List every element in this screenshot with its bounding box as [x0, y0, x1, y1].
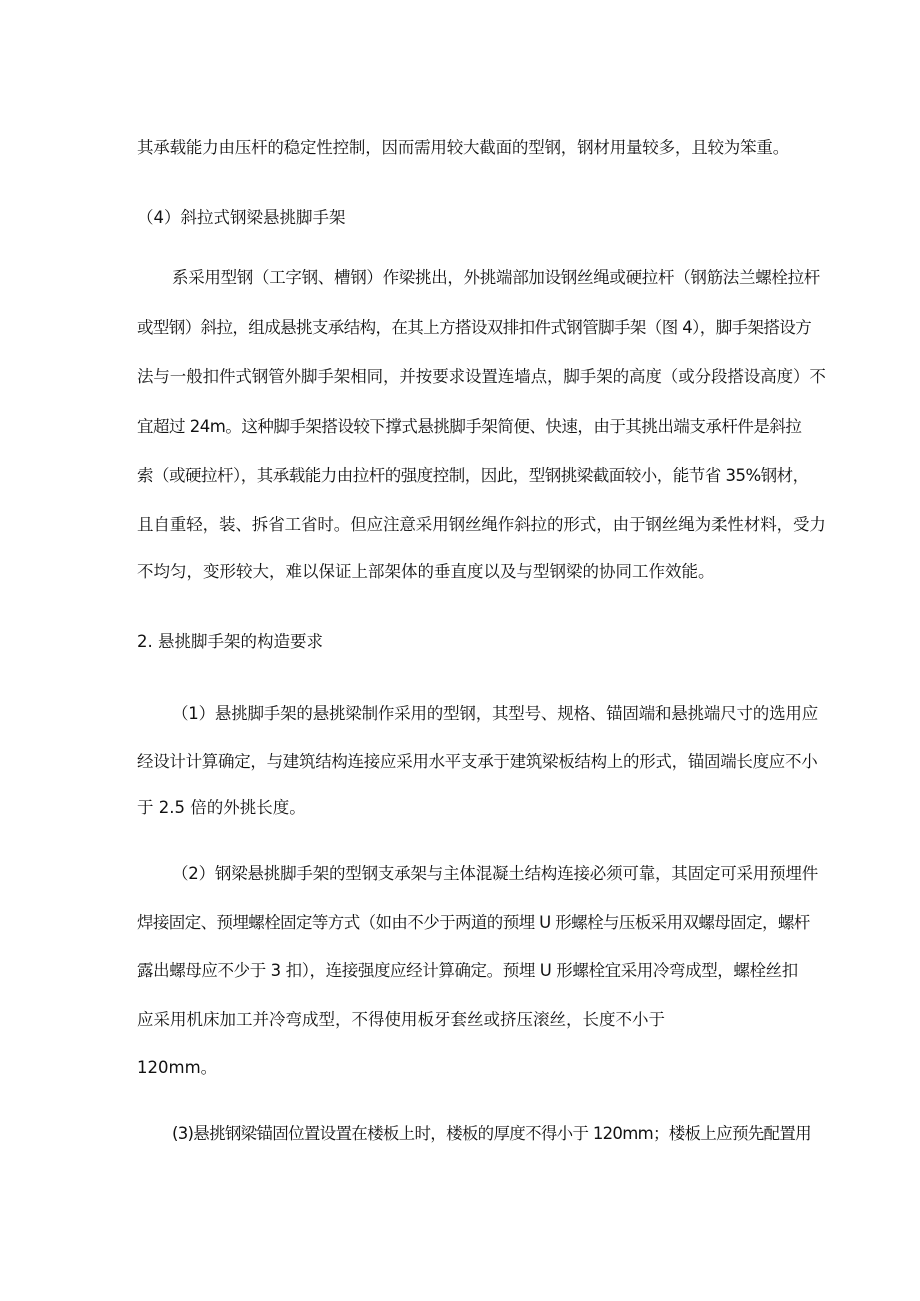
text-line: （2）钢梁悬挑脚手架的型钢支承架与主体混凝土结构连接必须可靠，其固定可采用预埋件 — [172, 864, 818, 883]
text-line: 且自重轻，装、拆省工省时。但应注意采用钢丝绳作斜拉的形式，由于钢丝绳为柔性材料，受力 — [137, 515, 826, 534]
text-line: (3)悬挑钢梁锚固位置设置在楼板上时，楼板的厚度不得小于 120mm；楼板上应预先配置用 — [172, 1124, 811, 1143]
text-line: 经设计计算确定，与建筑结构连接应采用水平支承于建筑梁板结构上的形式，锚固端长度应不小 — [137, 752, 818, 771]
text-line: （1）悬挑脚手架的悬挑梁制作采用的型钢，其型号、规格、锚固端和悬挑端尺寸的选用应 — [172, 704, 818, 723]
section-heading: 2. 悬挑脚手架的构造要求 — [137, 632, 323, 651]
text-line: 不均匀，变形较大，难以保证上部架体的垂直度以及与型钢梁的协同工作效能。 — [137, 562, 715, 581]
text-line: 索（或硬拉杆），其承载能力由拉杆的强度控制，因此，型钢挑梁截面较小，能节省 35%钢材， — [137, 466, 809, 485]
text-line: 宜超过 24m。这种脚手架搭设较下撑式悬挑脚手架简便、快速，由于其挑出端支承杆件是斜拉 — [137, 417, 802, 436]
text-line: 其承载能力由压杆的稳定性控制，因而需用较大截面的型钢，钢材用量较多，且较为笨重。 — [137, 138, 790, 157]
text-line: 于 2.5 倍的外挑长度。 — [137, 798, 306, 817]
section-heading: （4）斜拉式钢梁悬挑脚手架 — [137, 208, 346, 227]
text-line: 法与一般扣件式钢管外脚手架相同，并按要求设置连墙点，脚手架的高度（或分段搭设高度）不 — [137, 367, 826, 386]
text-line: 应采用机床加工并冷弯成型，不得使用板牙套丝或挤压滚丝，长度不小于 — [137, 1010, 665, 1029]
text-line: 露出螺母应不少于 3 扣），连接强度应经计算确定。预埋 U 形螺栓宜采用冷弯成型，螺栓丝扣 — [137, 961, 798, 980]
text-line: 焊接固定、预埋螺栓固定等方式（如由不少于两道的预埋 U 形螺栓与压板采用双螺母固定，螺杆 — [137, 913, 810, 932]
text-line: 120mm。 — [137, 1058, 218, 1077]
text-line: 系采用型钢（工字钢、槽钢）作梁挑出，外挑端部加设钢丝绳或硬拉杆（钢筋法兰螺栓拉杆 — [172, 268, 821, 287]
text-line: 或型钢）斜拉，组成悬挑支承结构，在其上方搭设双排扣件式钢管脚手架（图 4），脚手架搭设方 — [137, 318, 812, 337]
